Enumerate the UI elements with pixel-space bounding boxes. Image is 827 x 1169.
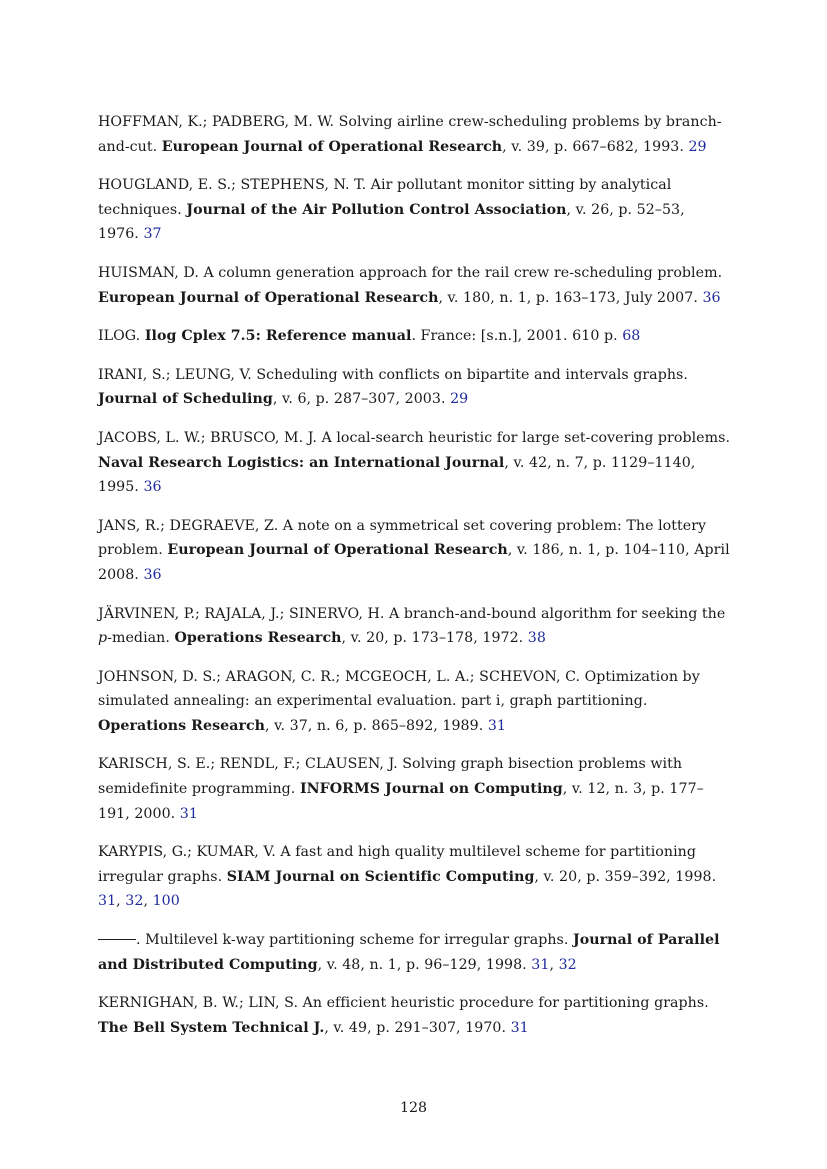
- back-reference-pages: [511, 1020, 529, 1036]
- back-reference-link[interactable]: 37: [143, 226, 162, 243]
- reference-details: , v. 37, n. 6, p. 865–892, 1989.: [265, 717, 488, 734]
- page-number: 128: [399, 1100, 428, 1116]
- back-reference-link[interactable]: 31: [487, 717, 506, 734]
- reference-entry: [98, 426, 730, 500]
- reference-list: [98, 110, 730, 1054]
- reference-authors-title: KERNIGHAN, B. W.; LIN, S. An efficient heuristic procedure for partitioning graphs.: [98, 995, 709, 1012]
- reference-entry: [98, 840, 730, 914]
- reference-details: , v. 42, n. 7, p. 1129–1140, 1995.: [98, 454, 696, 496]
- reference-details: , v. 20, p. 359–392, 1998.: [534, 868, 717, 885]
- reference-authors-title: KARISCH, S. E.; RENDL, F.; CLAUSEN, J. Solving graph bisection problems with semidefinite programming.: [98, 756, 683, 798]
- back-reference-link[interactable]: 32: [558, 956, 577, 973]
- reference-details: , v. 6, p. 287–307, 2003.: [272, 391, 451, 408]
- reference-authors-title: JOHNSON, D. S.; ARAGON, C. R.; MCGEOCH, L. A.; SCHEVON, C. Optimization by simulated annealing: an experimental evaluation. part i, graph partitioning.: [98, 668, 700, 710]
- reference-entry: [98, 752, 730, 826]
- back-reference-pages: [180, 806, 198, 822]
- back-reference-pages: [488, 718, 506, 734]
- reference-details: , v. 180, n. 1, p. 163–173, July 2007.: [438, 289, 703, 306]
- back-reference-pages: [622, 328, 640, 344]
- reference-entry: [98, 110, 730, 159]
- reference-journal: Journal of Scheduling: [98, 391, 273, 408]
- reference-authors-title: IRANI, S.; LEUNG, V. Scheduling with conflicts on bipartite and intervals graphs.: [98, 366, 688, 383]
- reference-title-continuation: -median.: [107, 630, 175, 647]
- back-reference-link[interactable]: 31: [98, 893, 117, 910]
- reference-details: , v. 49, p. 291–307, 1970.: [324, 1019, 511, 1036]
- reference-authors-title: HOFFMAN, K.; PADBERG, M. W. Solving airline crew-scheduling problems by branch-and-cut.: [98, 114, 722, 155]
- reference-authors-title: KARYPIS, G.; KUMAR, V. A fast and high quality multilevel scheme for partitioning irregular graphs.: [98, 844, 696, 885]
- back-reference-link[interactable]: 38: [527, 630, 546, 647]
- reference-journal: Journal of Parallel and Distributed Computing: [98, 932, 720, 973]
- reference-authors-title: ILOG.: [98, 328, 145, 345]
- reference-entry: [98, 363, 730, 412]
- back-reference-pages: [528, 630, 546, 646]
- reference-journal: INFORMS Journal on Computing: [299, 781, 563, 798]
- reference-entry: [98, 602, 730, 651]
- reference-journal: SIAM Journal on Scientific Computing: [226, 868, 535, 885]
- back-reference-pages: [702, 290, 720, 306]
- reference-details: , v. 39, p. 667–682, 1993.: [502, 138, 689, 155]
- back-reference-link[interactable]: 36: [143, 479, 162, 496]
- reference-journal: Operations Research: [98, 717, 266, 734]
- reference-entry: [98, 928, 730, 977]
- back-reference-pages: 31, 32, 100: [98, 893, 180, 910]
- repeated-author-dash: [98, 939, 136, 940]
- reference-journal: Journal of the Air Pollution Control Association: [186, 201, 567, 218]
- reference-authors-title: JANS, R.; DEGRAEVE, Z. A note on a symmetrical set covering problem: The lottery problem.: [98, 517, 707, 559]
- back-reference-link[interactable]: 36: [143, 566, 162, 583]
- reference-authors-title: HUISMAN, D. A column generation approach for the rail crew re-scheduling problem.: [98, 264, 723, 281]
- back-reference-link[interactable]: 68: [622, 328, 641, 345]
- reference-journal: European Journal of Operational Research: [161, 138, 503, 155]
- reference-details: , v. 20, p. 173–178, 1972.: [341, 630, 528, 647]
- reference-details: , v. 26, p. 52–53, 1976.: [98, 201, 685, 243]
- reference-authors-title: JÄRVINEN, P.; RAJALA, J.; SINERVO, H. A branch-and-bound algorithm for seeking the: [98, 605, 726, 622]
- back-reference-link[interactable]: 29: [688, 138, 707, 155]
- reference-authors-title: HOUGLAND, E. S.; STEPHENS, N. T. Air pollutant monitor sitting by analytical techniques.: [98, 177, 672, 218]
- reference-authors-title: JACOBS, L. W.; BRUSCO, M. J. A local-search heuristic for large set-covering problems.: [98, 429, 731, 446]
- reference-journal: European Journal of Operational Research: [98, 289, 439, 306]
- back-reference-pages: [450, 391, 468, 407]
- back-reference-pages: [143, 226, 161, 242]
- reference-journal: Operations Research: [174, 630, 342, 647]
- reference-details: , v. 186, n. 1, p. 104–110, April 2008.: [98, 542, 730, 583]
- reference-entry: [98, 991, 730, 1040]
- reference-journal: Naval Research Logistics: an International Journal: [98, 454, 505, 471]
- reference-authors-title: . Multilevel k-way partitioning scheme for irregular graphs.: [136, 932, 573, 949]
- back-reference-link[interactable]: 31: [510, 1019, 529, 1036]
- reference-details: , v. 12, n. 3, p. 177–191, 2000.: [98, 781, 704, 822]
- reference-details: . France: [s.n.], 2001. 610 p.: [411, 328, 623, 345]
- back-reference-link[interactable]: 31: [179, 805, 198, 822]
- back-reference-link[interactable]: 100: [152, 893, 180, 910]
- reference-journal: Ilog Cplex 7.5: Reference manual: [144, 328, 412, 345]
- reference-entry: [98, 324, 730, 349]
- back-reference-link[interactable]: 36: [702, 289, 721, 306]
- reference-entry: [98, 261, 730, 310]
- back-reference-pages: [688, 139, 706, 155]
- reference-entry: [98, 665, 730, 739]
- reference-italic-term: p: [98, 630, 108, 647]
- back-reference-pages: [143, 479, 161, 495]
- reference-entry: [98, 514, 730, 588]
- back-reference-link[interactable]: 29: [450, 391, 469, 408]
- back-reference-link[interactable]: 32: [125, 893, 144, 910]
- back-reference-pages: [143, 567, 161, 583]
- reference-journal: The Bell System Technical J.: [98, 1019, 325, 1036]
- back-reference-pages: 31, 32: [531, 956, 577, 973]
- back-reference-link[interactable]: 31: [531, 956, 550, 973]
- reference-journal: European Journal of Operational Research: [167, 542, 508, 559]
- reference-entry: [98, 173, 730, 247]
- reference-details: , v. 48, n. 1, p. 96–129, 1998.: [317, 956, 532, 973]
